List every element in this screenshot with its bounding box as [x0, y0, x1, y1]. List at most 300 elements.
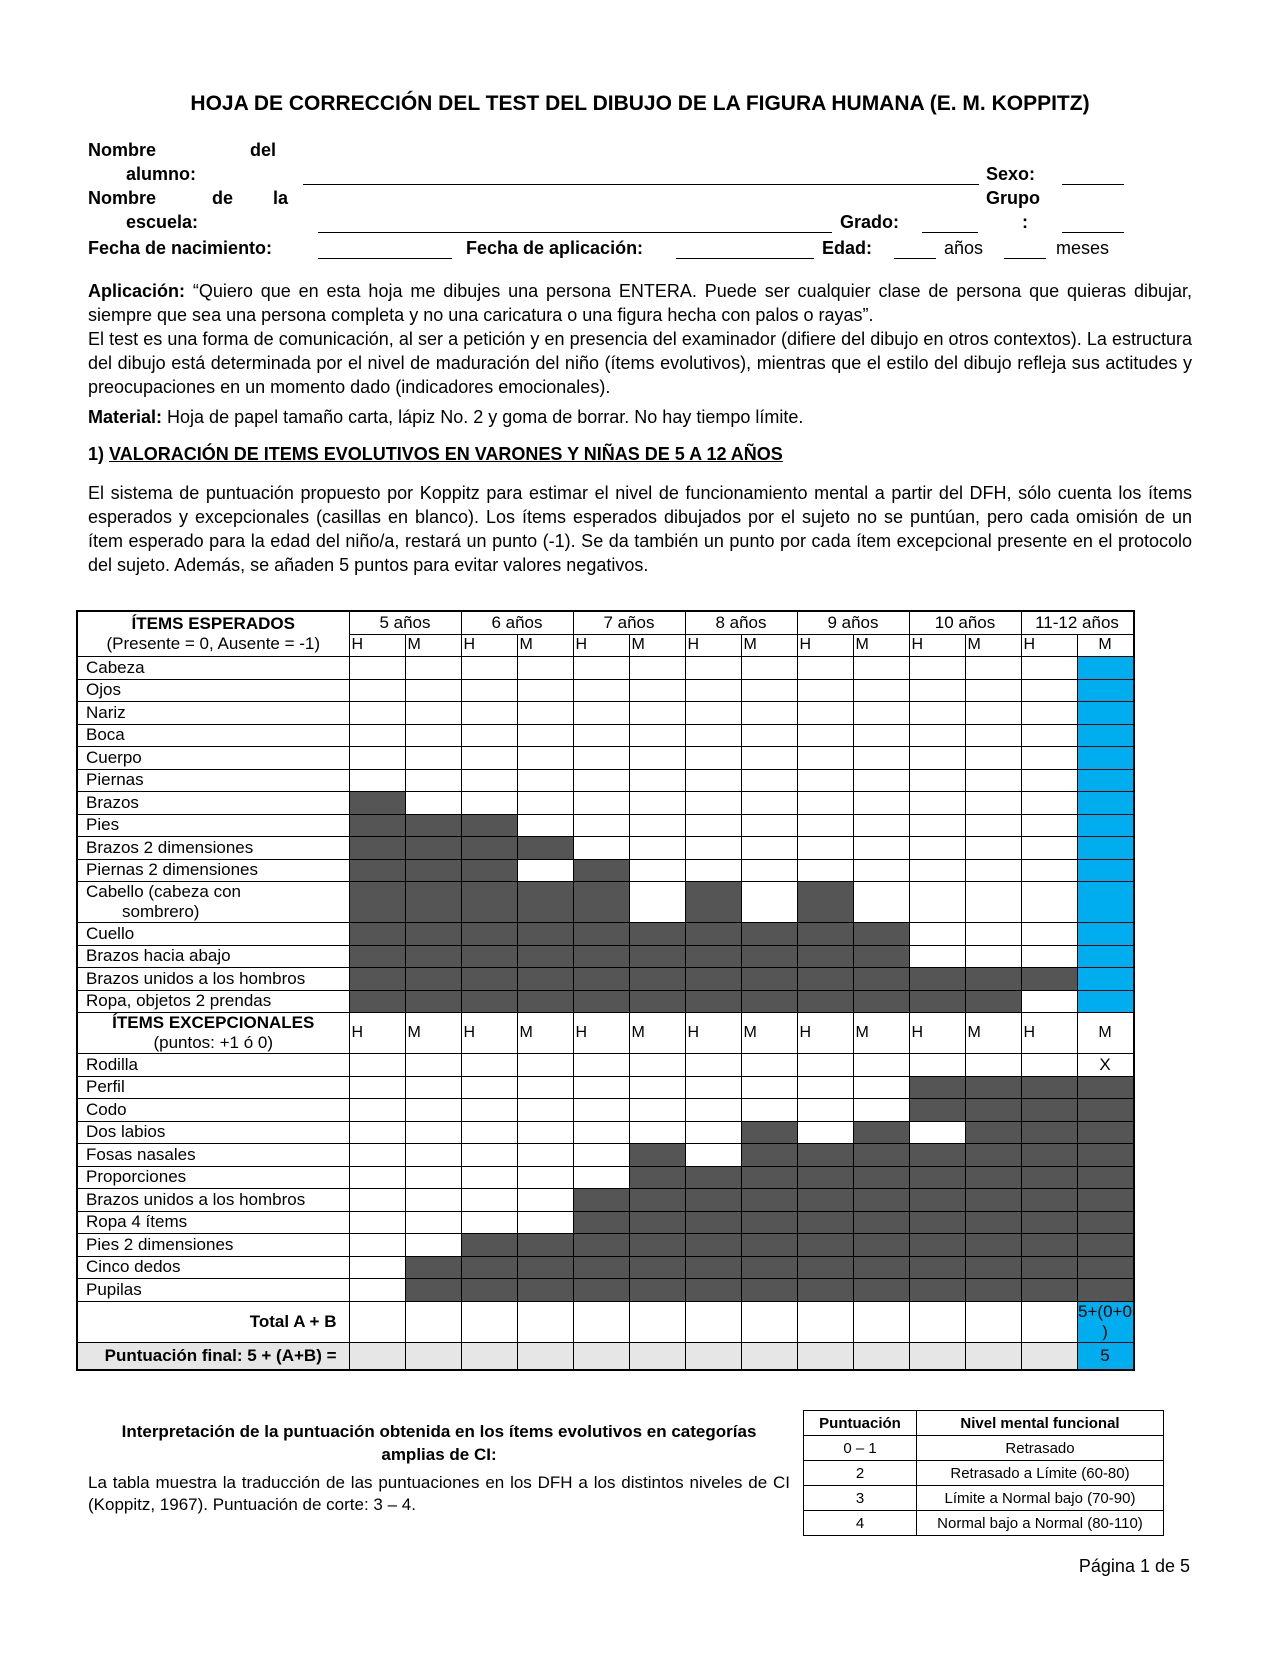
score-cell[interactable]	[741, 747, 797, 770]
score-cell[interactable]	[405, 1076, 461, 1099]
score-cell[interactable]	[573, 990, 629, 1013]
score-cell[interactable]	[629, 1099, 685, 1122]
score-cell[interactable]	[853, 1211, 909, 1234]
score-cell[interactable]	[853, 968, 909, 991]
application-date-field[interactable]	[676, 258, 814, 259]
score-cell[interactable]	[741, 1076, 797, 1099]
total-cell[interactable]	[685, 1301, 741, 1342]
score-cell[interactable]	[797, 968, 853, 991]
score-cell[interactable]	[517, 923, 573, 946]
score-cell[interactable]	[965, 1234, 1021, 1257]
score-cell[interactable]	[461, 1166, 517, 1189]
score-cell[interactable]	[1077, 1211, 1134, 1234]
final-cell[interactable]	[965, 1342, 1021, 1370]
score-cell[interactable]	[909, 792, 965, 815]
final-cell[interactable]	[853, 1342, 909, 1370]
score-cell[interactable]	[909, 1099, 965, 1122]
score-cell[interactable]	[405, 657, 461, 680]
score-cell[interactable]	[461, 990, 517, 1013]
score-cell[interactable]	[629, 882, 685, 923]
score-cell[interactable]	[965, 1166, 1021, 1189]
score-cell[interactable]	[517, 837, 573, 860]
score-cell[interactable]	[517, 1234, 573, 1257]
score-cell[interactable]	[853, 1256, 909, 1279]
score-cell[interactable]	[573, 923, 629, 946]
score-cell[interactable]	[461, 679, 517, 702]
score-cell[interactable]	[405, 1189, 461, 1212]
score-cell[interactable]	[517, 1121, 573, 1144]
score-cell[interactable]	[909, 1121, 965, 1144]
score-cell[interactable]	[685, 968, 741, 991]
score-cell[interactable]	[629, 945, 685, 968]
score-cell[interactable]	[853, 990, 909, 1013]
score-cell[interactable]	[797, 1234, 853, 1257]
score-cell[interactable]	[741, 679, 797, 702]
score-cell[interactable]	[349, 968, 405, 991]
score-cell[interactable]	[965, 1256, 1021, 1279]
score-cell[interactable]	[405, 859, 461, 882]
score-cell[interactable]	[461, 968, 517, 991]
grade-field[interactable]	[922, 232, 978, 233]
score-cell[interactable]	[909, 657, 965, 680]
score-cell[interactable]	[685, 1099, 741, 1122]
score-cell[interactable]	[797, 747, 853, 770]
score-cell[interactable]	[1077, 1189, 1134, 1212]
score-cell[interactable]	[1077, 679, 1134, 702]
score-cell[interactable]	[909, 1189, 965, 1212]
score-cell[interactable]	[629, 747, 685, 770]
score-cell[interactable]	[349, 1121, 405, 1144]
score-cell[interactable]	[461, 923, 517, 946]
score-cell[interactable]	[853, 859, 909, 882]
score-cell[interactable]	[349, 1256, 405, 1279]
score-cell[interactable]	[517, 1076, 573, 1099]
score-cell[interactable]	[797, 923, 853, 946]
score-cell[interactable]	[573, 1166, 629, 1189]
score-cell[interactable]	[853, 1099, 909, 1122]
score-cell[interactable]	[741, 1054, 797, 1077]
score-cell[interactable]	[629, 1189, 685, 1212]
score-cell[interactable]	[629, 923, 685, 946]
score-cell[interactable]	[685, 990, 741, 1013]
score-cell[interactable]	[685, 747, 741, 770]
score-cell[interactable]	[685, 814, 741, 837]
score-cell[interactable]	[909, 859, 965, 882]
score-cell[interactable]	[349, 1279, 405, 1302]
score-cell[interactable]	[349, 724, 405, 747]
score-cell[interactable]	[797, 1256, 853, 1279]
score-cell[interactable]	[629, 679, 685, 702]
score-cell[interactable]	[1077, 747, 1134, 770]
score-cell[interactable]	[573, 1256, 629, 1279]
score-cell[interactable]	[853, 1076, 909, 1099]
score-cell[interactable]	[853, 945, 909, 968]
score-cell[interactable]	[685, 945, 741, 968]
score-cell[interactable]	[629, 792, 685, 815]
score-cell[interactable]	[629, 859, 685, 882]
score-cell[interactable]	[965, 814, 1021, 837]
score-cell[interactable]	[741, 1211, 797, 1234]
score-cell[interactable]	[461, 1211, 517, 1234]
score-cell[interactable]	[909, 1279, 965, 1302]
score-cell[interactable]	[461, 769, 517, 792]
total-cell[interactable]	[1077, 1301, 1134, 1342]
score-cell[interactable]	[685, 1121, 741, 1144]
total-cell[interactable]	[909, 1301, 965, 1342]
score-cell[interactable]	[853, 792, 909, 815]
score-cell[interactable]	[685, 1211, 741, 1234]
score-cell[interactable]	[517, 968, 573, 991]
score-cell[interactable]	[741, 792, 797, 815]
score-cell[interactable]	[1077, 724, 1134, 747]
score-cell[interactable]	[1077, 1099, 1134, 1122]
score-cell[interactable]	[405, 923, 461, 946]
score-cell[interactable]	[909, 968, 965, 991]
score-cell[interactable]	[797, 702, 853, 725]
score-cell[interactable]	[741, 1144, 797, 1167]
score-cell[interactable]	[965, 1144, 1021, 1167]
score-cell[interactable]	[685, 1076, 741, 1099]
score-cell[interactable]	[685, 792, 741, 815]
score-cell[interactable]	[1021, 792, 1077, 815]
score-cell[interactable]	[685, 859, 741, 882]
score-cell[interactable]	[405, 1279, 461, 1302]
score-cell[interactable]	[1077, 792, 1134, 815]
score-cell[interactable]	[909, 1256, 965, 1279]
score-cell[interactable]	[685, 1279, 741, 1302]
score-cell[interactable]	[685, 1166, 741, 1189]
score-cell[interactable]	[629, 1076, 685, 1099]
total-cell[interactable]	[1021, 1301, 1077, 1342]
score-cell[interactable]	[797, 679, 853, 702]
score-cell[interactable]	[1021, 679, 1077, 702]
score-cell[interactable]	[965, 968, 1021, 991]
final-cell[interactable]	[1021, 1342, 1077, 1370]
score-cell[interactable]	[1077, 1256, 1134, 1279]
score-cell[interactable]	[629, 1234, 685, 1257]
score-cell[interactable]	[1077, 702, 1134, 725]
score-cell[interactable]	[573, 882, 629, 923]
score-cell[interactable]	[517, 945, 573, 968]
score-cell[interactable]	[629, 1054, 685, 1077]
score-cell[interactable]	[797, 1099, 853, 1122]
score-cell[interactable]	[349, 1211, 405, 1234]
score-cell[interactable]	[349, 702, 405, 725]
score-cell[interactable]	[517, 769, 573, 792]
score-cell[interactable]	[405, 1121, 461, 1144]
score-cell[interactable]	[573, 747, 629, 770]
score-cell[interactable]	[629, 814, 685, 837]
score-cell[interactable]	[853, 1054, 909, 1077]
score-cell[interactable]	[797, 945, 853, 968]
score-cell[interactable]	[853, 657, 909, 680]
score-cell[interactable]	[461, 1054, 517, 1077]
final-cell[interactable]	[741, 1342, 797, 1370]
score-cell[interactable]	[461, 1189, 517, 1212]
score-cell[interactable]	[797, 1144, 853, 1167]
score-cell[interactable]	[797, 882, 853, 923]
score-cell[interactable]	[1077, 1234, 1134, 1257]
score-cell[interactable]	[909, 882, 965, 923]
score-cell[interactable]	[965, 923, 1021, 946]
score-cell[interactable]	[909, 990, 965, 1013]
score-cell[interactable]	[461, 1279, 517, 1302]
score-cell[interactable]	[741, 945, 797, 968]
score-cell[interactable]	[1021, 859, 1077, 882]
score-cell[interactable]	[909, 1211, 965, 1234]
student-name-field[interactable]	[303, 184, 979, 185]
score-cell[interactable]	[461, 814, 517, 837]
score-cell[interactable]	[1077, 1279, 1134, 1302]
score-cell[interactable]	[1077, 1121, 1134, 1144]
score-cell[interactable]	[573, 1121, 629, 1144]
score-cell[interactable]	[573, 945, 629, 968]
total-cell[interactable]	[405, 1301, 461, 1342]
score-cell[interactable]	[405, 769, 461, 792]
score-cell[interactable]	[1021, 990, 1077, 1013]
score-cell[interactable]	[405, 747, 461, 770]
score-cell[interactable]	[853, 882, 909, 923]
score-cell[interactable]	[741, 1121, 797, 1144]
score-cell[interactable]	[1077, 882, 1134, 923]
score-cell[interactable]	[573, 1144, 629, 1167]
score-cell[interactable]	[629, 1121, 685, 1144]
score-cell[interactable]	[797, 1211, 853, 1234]
score-cell[interactable]	[349, 1234, 405, 1257]
score-cell[interactable]	[573, 1099, 629, 1122]
score-cell[interactable]	[573, 724, 629, 747]
score-cell[interactable]	[853, 1189, 909, 1212]
score-cell[interactable]	[741, 1099, 797, 1122]
score-cell[interactable]	[1077, 769, 1134, 792]
score-cell[interactable]	[461, 859, 517, 882]
score-cell[interactable]	[853, 724, 909, 747]
score-cell[interactable]	[965, 837, 1021, 860]
score-cell[interactable]	[853, 1234, 909, 1257]
score-cell[interactable]	[461, 1144, 517, 1167]
score-cell[interactable]	[685, 657, 741, 680]
score-cell[interactable]	[573, 837, 629, 860]
score-cell[interactable]	[853, 702, 909, 725]
score-cell[interactable]	[965, 747, 1021, 770]
score-cell[interactable]	[1021, 882, 1077, 923]
score-cell[interactable]	[1021, 1211, 1077, 1234]
score-cell[interactable]	[853, 679, 909, 702]
score-cell[interactable]	[797, 1279, 853, 1302]
score-cell[interactable]	[349, 814, 405, 837]
score-cell[interactable]	[349, 747, 405, 770]
score-cell[interactable]	[1021, 1099, 1077, 1122]
score-cell[interactable]	[405, 1211, 461, 1234]
score-cell[interactable]	[629, 1279, 685, 1302]
score-cell[interactable]	[517, 1144, 573, 1167]
score-cell[interactable]	[1021, 724, 1077, 747]
score-cell[interactable]	[517, 724, 573, 747]
score-cell[interactable]	[405, 882, 461, 923]
total-cell[interactable]	[461, 1301, 517, 1342]
score-cell[interactable]	[965, 1099, 1021, 1122]
score-cell[interactable]	[629, 837, 685, 860]
score-cell[interactable]	[741, 1189, 797, 1212]
score-cell[interactable]	[517, 1211, 573, 1234]
score-cell[interactable]	[349, 882, 405, 923]
score-cell[interactable]	[797, 724, 853, 747]
score-cell[interactable]	[741, 859, 797, 882]
score-cell[interactable]	[517, 702, 573, 725]
score-cell[interactable]	[349, 1076, 405, 1099]
score-cell[interactable]	[909, 1234, 965, 1257]
score-cell[interactable]	[909, 1054, 965, 1077]
score-cell[interactable]	[965, 945, 1021, 968]
score-cell[interactable]	[909, 923, 965, 946]
score-cell[interactable]	[909, 724, 965, 747]
score-cell[interactable]	[517, 1279, 573, 1302]
score-cell[interactable]	[797, 769, 853, 792]
score-cell[interactable]	[573, 1211, 629, 1234]
score-cell[interactable]	[573, 1279, 629, 1302]
total-cell[interactable]	[797, 1301, 853, 1342]
score-cell[interactable]	[349, 769, 405, 792]
score-cell[interactable]	[965, 679, 1021, 702]
score-cell[interactable]	[1077, 1076, 1134, 1099]
score-cell[interactable]	[517, 1189, 573, 1212]
score-cell[interactable]	[685, 1234, 741, 1257]
score-cell[interactable]	[965, 724, 1021, 747]
score-cell[interactable]	[909, 769, 965, 792]
score-cell[interactable]	[349, 657, 405, 680]
score-cell[interactable]	[965, 1054, 1021, 1077]
score-cell[interactable]	[517, 882, 573, 923]
score-cell[interactable]	[853, 1121, 909, 1144]
total-cell[interactable]	[349, 1301, 405, 1342]
score-cell[interactable]	[1077, 1166, 1134, 1189]
score-cell[interactable]	[853, 1166, 909, 1189]
score-cell[interactable]	[405, 945, 461, 968]
score-cell[interactable]	[853, 769, 909, 792]
score-cell[interactable]	[349, 923, 405, 946]
score-cell[interactable]	[517, 679, 573, 702]
score-cell[interactable]	[405, 724, 461, 747]
score-cell[interactable]	[517, 1054, 573, 1077]
score-cell[interactable]	[797, 1166, 853, 1189]
score-cell[interactable]	[349, 1144, 405, 1167]
score-cell[interactable]	[349, 837, 405, 860]
score-cell[interactable]	[685, 923, 741, 946]
score-cell[interactable]	[965, 1189, 1021, 1212]
birth-date-field[interactable]	[318, 258, 452, 259]
score-cell[interactable]	[685, 702, 741, 725]
score-cell[interactable]	[629, 724, 685, 747]
score-cell[interactable]	[1021, 1279, 1077, 1302]
total-cell[interactable]	[853, 1301, 909, 1342]
score-cell[interactable]	[349, 1189, 405, 1212]
score-cell[interactable]	[461, 724, 517, 747]
score-cell[interactable]	[573, 814, 629, 837]
score-cell[interactable]	[685, 1054, 741, 1077]
score-cell[interactable]	[741, 1279, 797, 1302]
score-cell[interactable]	[629, 657, 685, 680]
score-cell[interactable]	[461, 792, 517, 815]
score-cell[interactable]	[909, 702, 965, 725]
final-cell[interactable]	[349, 1342, 405, 1370]
score-cell[interactable]	[1077, 968, 1134, 991]
score-cell[interactable]	[741, 990, 797, 1013]
score-cell[interactable]	[405, 702, 461, 725]
score-cell[interactable]	[685, 724, 741, 747]
score-cell[interactable]	[629, 702, 685, 725]
final-cell[interactable]: 5	[1077, 1342, 1134, 1370]
score-cell[interactable]	[629, 1211, 685, 1234]
score-cell[interactable]	[349, 990, 405, 1013]
score-cell[interactable]	[573, 769, 629, 792]
score-cell[interactable]	[461, 882, 517, 923]
score-cell[interactable]	[685, 679, 741, 702]
score-cell[interactable]	[405, 837, 461, 860]
score-cell[interactable]	[685, 882, 741, 923]
score-cell[interactable]	[573, 792, 629, 815]
score-cell[interactable]	[629, 990, 685, 1013]
score-cell[interactable]	[1021, 968, 1077, 991]
final-cell[interactable]	[405, 1342, 461, 1370]
score-cell[interactable]	[853, 747, 909, 770]
score-cell[interactable]	[349, 945, 405, 968]
score-cell[interactable]	[517, 1099, 573, 1122]
score-cell[interactable]	[1021, 1166, 1077, 1189]
score-cell[interactable]	[685, 769, 741, 792]
score-cell[interactable]	[797, 814, 853, 837]
score-cell[interactable]	[909, 837, 965, 860]
score-cell[interactable]	[461, 837, 517, 860]
score-cell[interactable]	[517, 859, 573, 882]
score-cell[interactable]	[517, 657, 573, 680]
score-cell[interactable]	[1077, 945, 1134, 968]
score-cell[interactable]	[461, 1121, 517, 1144]
score-cell[interactable]	[573, 1189, 629, 1212]
group-field[interactable]	[1062, 232, 1124, 233]
score-cell[interactable]	[461, 657, 517, 680]
score-cell[interactable]	[741, 882, 797, 923]
score-cell[interactable]	[741, 724, 797, 747]
score-cell[interactable]	[797, 1189, 853, 1212]
total-cell[interactable]	[517, 1301, 573, 1342]
score-cell[interactable]	[797, 792, 853, 815]
score-cell[interactable]	[405, 1054, 461, 1077]
score-cell[interactable]	[741, 1166, 797, 1189]
final-cell[interactable]	[573, 1342, 629, 1370]
score-cell[interactable]	[1021, 945, 1077, 968]
score-cell[interactable]	[405, 792, 461, 815]
score-cell[interactable]	[405, 968, 461, 991]
score-cell[interactable]	[573, 1234, 629, 1257]
score-cell[interactable]	[685, 837, 741, 860]
score-cell[interactable]	[909, 945, 965, 968]
score-cell[interactable]	[965, 990, 1021, 1013]
score-cell[interactable]	[1077, 923, 1134, 946]
score-cell[interactable]	[965, 769, 1021, 792]
score-cell[interactable]	[349, 859, 405, 882]
age-years-field[interactable]	[894, 258, 936, 259]
score-cell[interactable]	[1077, 990, 1134, 1013]
score-cell[interactable]	[573, 679, 629, 702]
score-cell[interactable]	[461, 1256, 517, 1279]
score-cell[interactable]	[1077, 859, 1134, 882]
score-cell[interactable]	[1021, 1144, 1077, 1167]
score-cell[interactable]	[405, 1144, 461, 1167]
score-cell[interactable]	[1021, 657, 1077, 680]
score-cell[interactable]	[629, 1256, 685, 1279]
score-cell[interactable]	[797, 1054, 853, 1077]
final-cell[interactable]	[685, 1342, 741, 1370]
